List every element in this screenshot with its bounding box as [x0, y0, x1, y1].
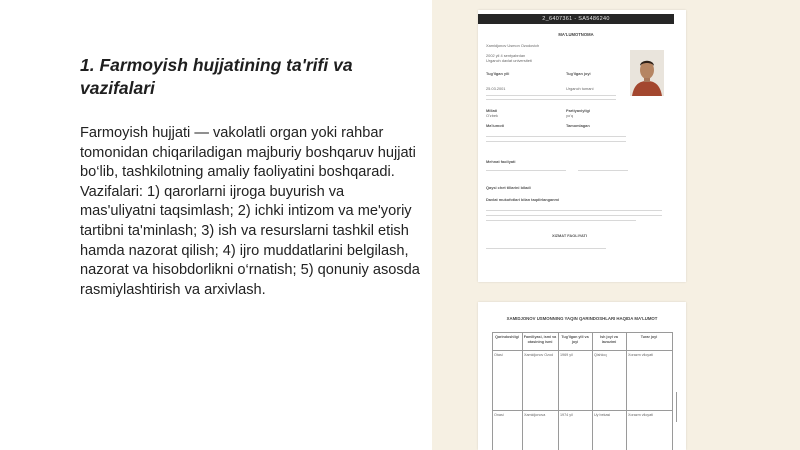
- doc-rule: [486, 136, 626, 137]
- slide-title: 1. Farmoyish hujjatining ta'rifi va vazifalari: [80, 55, 353, 98]
- table-cell: Otasi: [494, 353, 503, 357]
- relatives-table: [492, 332, 672, 450]
- table-cell: 1974 yil: [560, 413, 573, 417]
- slide-body: Farmoyish hujjati — vakolatli organ yoki rahbar tomonidan chiqariladigan majburiy boshqaruv hujjati bo‘lib, tashkilotning amaliy faoliyatini boshqaradi. Vazifalari: 1) qarorlarni ijroga buyurish va mas'uliyatni taqsimlash; 2) ichki intizom va me'yoriy tartibni ta'minlash; 3) ish va resurslarni tashkil etish hamda nazorat qilish; 4) ijro muddatlarini belgilash, nazorat va hisobdorlikni o‘rnatish; 5) qonuniy asosda rasmiylashtirish va arxivlash.: [80, 125, 420, 298]
- doc-rule: [486, 170, 566, 171]
- doc-line-2: 2002 yil 4 sentyabrdan: [486, 53, 526, 58]
- table-border: [522, 332, 523, 450]
- doc-section-title: XIZMAT FAOLIYATI: [552, 233, 587, 238]
- doc-label-nationality: Millati: [486, 108, 498, 113]
- table-cell: Xamidjonova: [524, 413, 546, 417]
- doc-label-birth-year: Tug'ilgan yili: [486, 71, 510, 76]
- doc-label-graduated: Tamomlagan: [566, 123, 590, 128]
- table-header-cell: Turar joyi: [640, 335, 658, 339]
- doc-line-1: Xamidjonov Usmon Ozodovich: [486, 43, 540, 48]
- table-title: XAMIDJONOV USMONNING YAQIN QARINDOSHLARI HAQIDA MA'LUMOT: [506, 316, 658, 321]
- table-cell: Xorazm viloyati: [628, 413, 654, 417]
- doc-line-3: Urganch davlat universiteti: [486, 58, 532, 63]
- table-cell: Xamidjonov Ozod: [524, 353, 554, 357]
- doc-rule: [486, 248, 606, 249]
- table-cell: 1969 yil: [560, 353, 573, 357]
- doc-label-education: Ma'lumoti: [486, 123, 504, 128]
- document-title: MA'LUMOTNOMA: [558, 32, 594, 37]
- table-border: [592, 332, 593, 450]
- table-border: [492, 350, 672, 351]
- doc-label-work: Mehnat faoliyati: [486, 159, 516, 164]
- table-border: [492, 332, 493, 450]
- doc-value-birth-year: 25.03.2001: [486, 86, 506, 91]
- doc-rule: [486, 210, 662, 211]
- table-border: [626, 332, 627, 450]
- doc-rule: [486, 99, 616, 100]
- relatives-table-page: [478, 302, 686, 450]
- doc-label-languages: Qaysi chet tillarini biladi: [486, 185, 531, 190]
- table-header-cell: Familiyasi, ismi va otasining ismi: [523, 335, 557, 344]
- doc-label-awards: Davlat mukofotlari bilan taqdirlanganmi: [486, 197, 560, 202]
- doc-rule: [486, 141, 626, 142]
- document-header-bar: 2_6407361 - SA5486240: [478, 14, 674, 24]
- table-border: [492, 410, 672, 411]
- doc-label-birth-place: Tug'ilgan joyi: [566, 71, 591, 76]
- doc-value-nationality: O'zbek: [486, 113, 498, 118]
- table-header-cell: Qarindoshligi: [495, 335, 519, 339]
- doc-rule: [486, 220, 636, 221]
- doc-rule: [486, 95, 616, 96]
- portrait-photo: [630, 50, 664, 96]
- table-header-cell: Tug'ilgan yili va joyi: [561, 335, 589, 344]
- table-cell: Uy bekasi: [594, 413, 611, 417]
- doc-value-birth-place: Urganch tumani: [566, 86, 594, 91]
- table-cell: Onasi: [494, 413, 504, 417]
- table-border: [558, 332, 559, 450]
- table-cell: Qishloq: [594, 353, 607, 357]
- doc-rule: [578, 170, 628, 171]
- document-page: [478, 10, 686, 282]
- doc-label-party: Partiyaviyligi: [566, 108, 591, 113]
- table-border: [492, 332, 672, 333]
- table-border: [672, 332, 673, 450]
- table-cell: Xorazm viloyati: [628, 353, 654, 357]
- doc-rule: [486, 215, 662, 216]
- table-header-cell: Ish joyi va lavozimi: [600, 335, 618, 344]
- doc-value-party: yo'q: [566, 113, 574, 118]
- page-scroll-marker: [676, 392, 677, 422]
